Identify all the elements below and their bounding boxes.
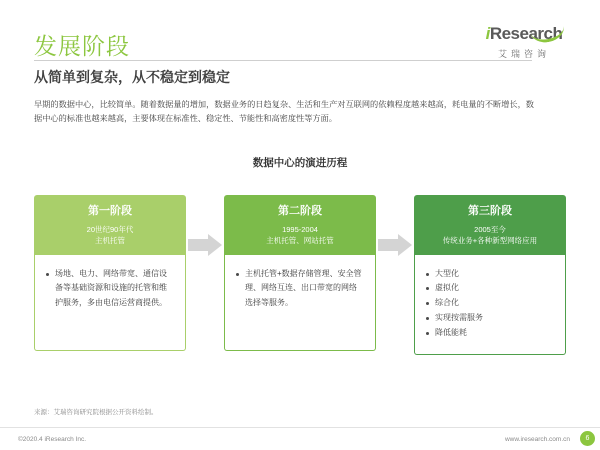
stage-card-2-header	[224, 195, 376, 255]
list-item: 综合化	[426, 296, 554, 311]
stage-card-2-label: 第二阶段	[278, 205, 322, 217]
chart-title: 数据中心的演进历程	[252, 157, 348, 169]
stage-card-1-desc: 主机托管	[95, 236, 125, 246]
list-item: 场地、电力、网络带宽、通信设备等基础资源和设施的托管和维护服务，多由电信运营商提供。	[46, 267, 174, 311]
stage-card-3-desc: 传统业务+各种新型网络应用	[442, 236, 538, 246]
stage-card-2-bullet-list	[236, 267, 364, 311]
logo-sub-text: 艾瑞咨询	[497, 49, 550, 59]
stage-card-3	[414, 195, 566, 355]
copyright-text: ©2020.4 iResearch Inc.	[18, 436, 87, 443]
left-edge-bar	[0, 0, 3, 450]
source-note: 来源：艾瑞咨询研究院根据公开资料绘制。	[34, 409, 158, 416]
footer-divider	[0, 427, 600, 428]
stage-card-2-desc: 主机托管、网站托管	[266, 236, 334, 246]
page-number-badge: 6	[580, 431, 595, 446]
stage-card-3-years: 2005至今	[474, 225, 506, 234]
stage-card-3-bullet-list	[426, 267, 554, 341]
stage-card-1-years: 20世纪90年代	[86, 225, 134, 234]
list-item: 虚拟化	[426, 281, 554, 296]
body-paragraph: 早期的数据中心，比较简单。随着数据量的增加，数据业务的日趋复杂、生活和生产对互联网的依赖程度越来越高，耗电量的不断增长，数据中心的标准也越来越高，主要体现在标准性、稳定性、节能性和高密度性等方面。	[34, 100, 534, 124]
arrow-1-to-2	[186, 195, 224, 295]
list-item: 实现按需服务	[426, 311, 554, 326]
stage-flow-diagram	[34, 195, 566, 355]
website-text: www.iresearch.com.cn	[504, 436, 570, 443]
stage-card-1-header	[34, 195, 186, 255]
list-item: 大型化	[426, 267, 554, 282]
stage-card-1-body	[34, 255, 186, 351]
page-title: 发展阶段	[34, 33, 130, 59]
logo-wordmark	[486, 24, 563, 44]
logo-prefix: i	[485, 24, 490, 43]
stage-card-2-body	[224, 255, 376, 351]
stage-card-1-label: 第一阶段	[88, 205, 132, 217]
list-item: 主机托管+数据存储管理、安全管理、网络互连、出口带宽的网络选择等服务。	[236, 267, 364, 311]
logo-main-text: Research	[489, 24, 563, 43]
stage-card-2	[224, 195, 376, 351]
stage-card-3-label: 第三阶段	[468, 205, 512, 217]
stage-card-3-header	[414, 195, 566, 255]
stage-card-3-body	[414, 255, 566, 356]
stage-card-1	[34, 195, 186, 351]
arrow-2-to-3	[376, 195, 414, 295]
title-divider	[34, 60, 532, 61]
stage-card-2-years: 1995-2004	[282, 225, 318, 234]
list-item: 降低能耗	[426, 326, 554, 341]
page-subtitle: 从简单到复杂，从不稳定到稳定	[34, 69, 230, 85]
iresearch-logo	[476, 24, 572, 60]
stage-card-1-bullet-list	[46, 267, 174, 311]
